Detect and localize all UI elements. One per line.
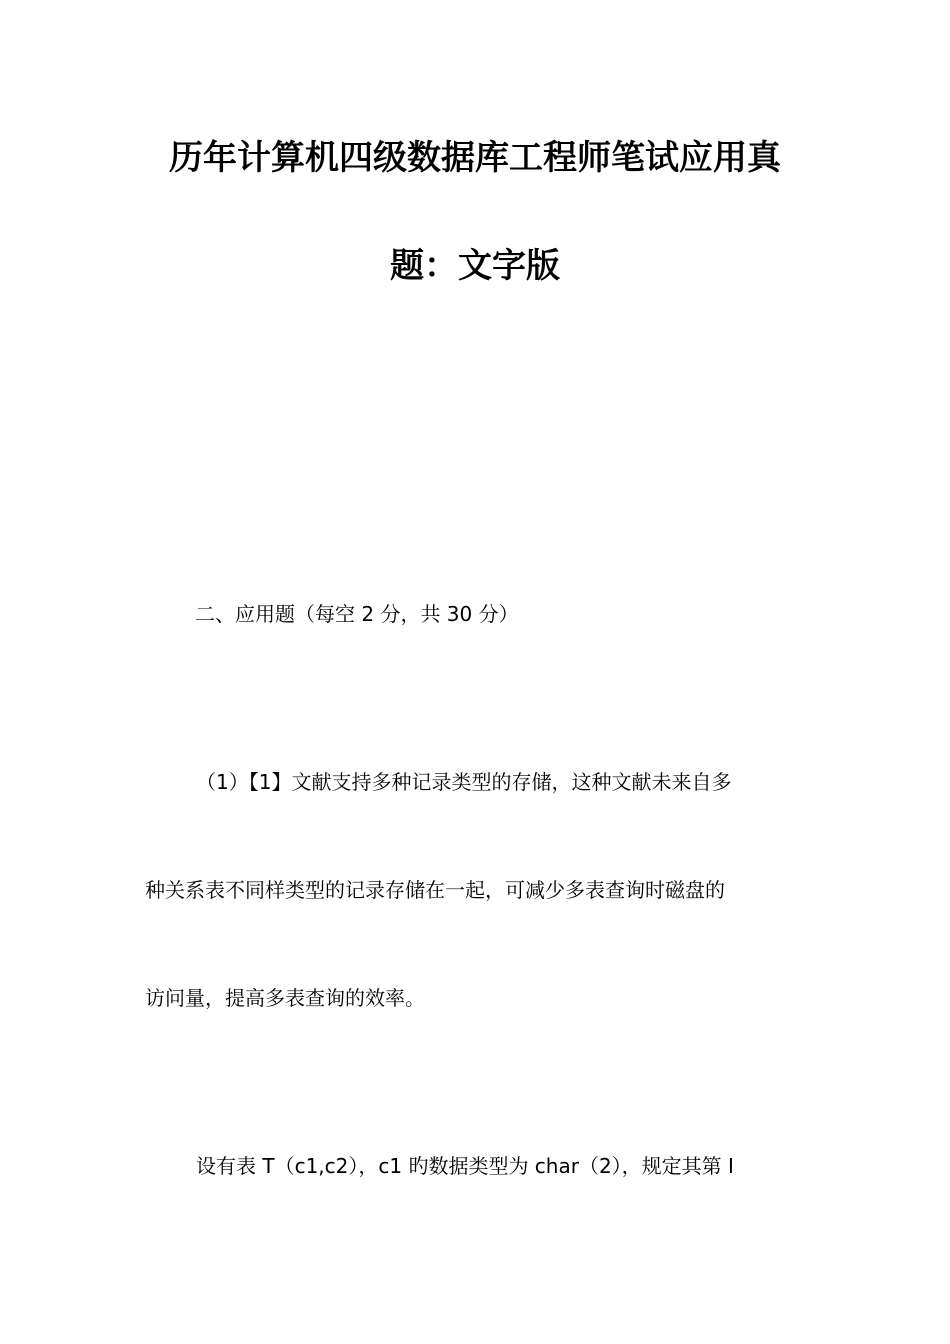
paragraph-1-line-3: 访问量，提高多表查询的效率。 bbox=[145, 986, 425, 1010]
paragraph-1-line-2: 种关系表不同样类型的记录存储在一起，可减少多表查询时磁盘的 bbox=[145, 878, 725, 902]
document-title-line-2: 题：文字版 bbox=[390, 246, 560, 286]
paragraph-2-line-1: 设有表 T（c1,c2），c1 旳数据类型为 char（2），规定其第 I bbox=[196, 1154, 734, 1178]
paragraph-1-line-1: （1）【1】文献支持多种记录类型的存储，这种文献未来自多 bbox=[196, 770, 732, 794]
section-heading: 二、应用题（每空 2 分，共 30 分） bbox=[195, 602, 519, 626]
document-title-line-1: 历年计算机四级数据库工程师笔试应用真 bbox=[169, 138, 781, 178]
